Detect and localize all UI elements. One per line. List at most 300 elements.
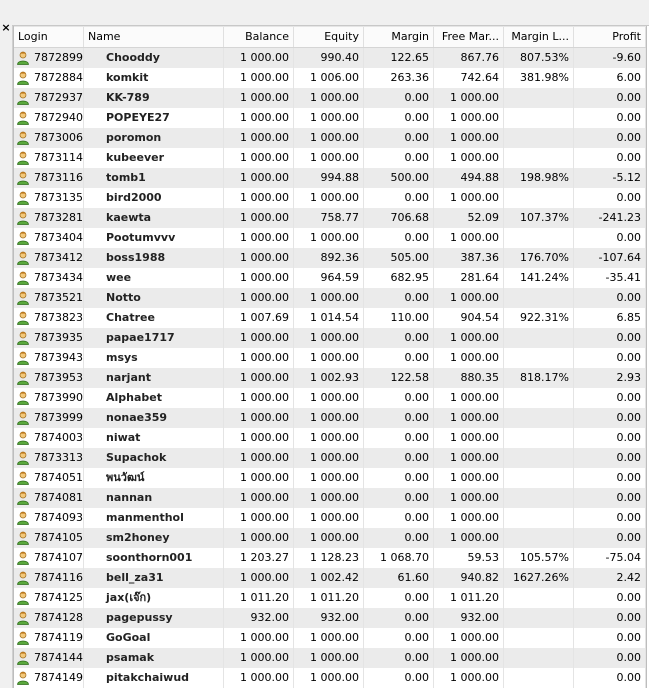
login-cell: [14, 468, 84, 488]
balance-cell: 1 000.00: [224, 388, 294, 408]
equity-cell: 1 000.00: [294, 628, 364, 648]
login-value: 7873404: [34, 231, 83, 244]
balance-cell: 1 000.00: [224, 68, 294, 88]
table-row[interactable]: [14, 88, 646, 108]
user-account-icon: [16, 571, 30, 585]
profit-cell: 0.00: [574, 188, 646, 208]
profit-cell: 0.00: [574, 88, 646, 108]
equity-cell: 758.77: [294, 208, 364, 228]
column-header-profit[interactable]: Profit: [574, 27, 646, 47]
equity-cell: 1 000.00: [294, 508, 364, 528]
login-cell: [14, 208, 84, 228]
equity-cell: 1 002.42: [294, 568, 364, 588]
table-row[interactable]: [14, 588, 646, 608]
balance-cell: 1 000.00: [224, 468, 294, 488]
table-body: [14, 48, 646, 688]
login-cell: [14, 108, 84, 128]
login-cell: [14, 368, 84, 388]
margin-level-cell: [504, 188, 574, 208]
free-margin-cell: 1 000.00: [434, 88, 504, 108]
name-cell: niwat: [84, 428, 224, 448]
user-account-icon: [16, 71, 30, 85]
login-value: 7873412: [34, 251, 83, 264]
login-cell: [14, 488, 84, 508]
margin-level-cell: 922.31%: [504, 308, 574, 328]
user-account-icon: [16, 171, 30, 185]
login-cell: [14, 228, 84, 248]
user-account-icon: [16, 331, 30, 345]
table-row[interactable]: [14, 368, 646, 388]
table-row[interactable]: [14, 308, 646, 328]
login-cell: [14, 408, 84, 428]
name-cell: soonthorn001: [84, 548, 224, 568]
user-account-icon: [16, 651, 30, 665]
equity-cell: 1 000.00: [294, 328, 364, 348]
margin-level-cell: [504, 348, 574, 368]
margin-level-cell: [504, 128, 574, 148]
table-row[interactable]: [14, 68, 646, 88]
top-toolbar: [12, 0, 649, 26]
balance-cell: 1 007.69: [224, 308, 294, 328]
equity-cell: 1 000.00: [294, 448, 364, 468]
equity-cell: 1 000.00: [294, 148, 364, 168]
free-margin-cell: 1 011.20: [434, 588, 504, 608]
name-cell: Pootumvvv: [84, 228, 224, 248]
login-value: 7873990: [34, 391, 83, 404]
profit-cell: -35.41: [574, 268, 646, 288]
user-account-icon: [16, 391, 30, 405]
equity-cell: 1 000.00: [294, 188, 364, 208]
user-account-icon: [16, 371, 30, 385]
profit-cell: 0.00: [574, 468, 646, 488]
margin-level-cell: [504, 528, 574, 548]
equity-cell: 1 000.00: [294, 288, 364, 308]
column-header-balance[interactable]: Balance: [224, 27, 294, 47]
free-margin-cell: 1 000.00: [434, 148, 504, 168]
table-row[interactable]: [14, 248, 646, 268]
margin-level-cell: 105.57%: [504, 548, 574, 568]
profit-cell: 0.00: [574, 388, 646, 408]
margin-cell: 0.00: [364, 348, 434, 368]
equity-cell: 1 002.93: [294, 368, 364, 388]
margin-level-cell: [504, 608, 574, 628]
login-cell: [14, 568, 84, 588]
login-value: 7872940: [34, 111, 83, 124]
margin-cell: 1 068.70: [364, 548, 434, 568]
login-value: 7874128: [34, 611, 83, 624]
margin-cell: 0.00: [364, 668, 434, 688]
table-row[interactable]: [14, 288, 646, 308]
login-value: 7874051: [34, 471, 83, 484]
margin-level-cell: [504, 648, 574, 668]
name-cell: jax(เจ๊ก): [84, 588, 224, 608]
equity-cell: 1 000.00: [294, 388, 364, 408]
name-cell: psamak: [84, 648, 224, 668]
profit-cell: 0.00: [574, 148, 646, 168]
margin-level-cell: [504, 468, 574, 488]
margin-cell: 682.95: [364, 268, 434, 288]
free-margin-cell: 1 000.00: [434, 528, 504, 548]
balance-cell: 1 011.20: [224, 588, 294, 608]
balance-cell: 1 000.00: [224, 268, 294, 288]
user-account-icon: [16, 511, 30, 525]
profit-cell: 0.00: [574, 668, 646, 688]
free-margin-cell: 904.54: [434, 308, 504, 328]
profit-cell: 0.00: [574, 228, 646, 248]
user-account-icon: [16, 631, 30, 645]
table-row[interactable]: [14, 468, 646, 488]
table-row[interactable]: [14, 428, 646, 448]
user-account-icon: [16, 231, 30, 245]
login-value: 7873953: [34, 371, 83, 384]
free-margin-cell: 867.76: [434, 48, 504, 68]
name-cell: Supachok: [84, 448, 224, 468]
close-icon[interactable]: ×: [1, 21, 11, 34]
login-value: 7873823: [34, 311, 83, 324]
margin-level-cell: [504, 148, 574, 168]
login-value: 7874125: [34, 591, 83, 604]
margin-level-cell: [504, 388, 574, 408]
free-margin-cell: 1 000.00: [434, 228, 504, 248]
name-cell: kaewta: [84, 208, 224, 228]
free-margin-cell: 1 000.00: [434, 448, 504, 468]
table-row[interactable]: [14, 568, 646, 588]
margin-level-cell: 107.37%: [504, 208, 574, 228]
margin-level-cell: [504, 288, 574, 308]
equity-cell: 1 000.00: [294, 228, 364, 248]
column-header-free-margin[interactable]: Free Mar...: [434, 27, 504, 47]
name-cell: narjant: [84, 368, 224, 388]
login-cell: [14, 348, 84, 368]
user-account-icon: [16, 471, 30, 485]
profit-cell: 0.00: [574, 108, 646, 128]
margin-cell: 0.00: [364, 128, 434, 148]
user-account-icon: [16, 611, 30, 625]
equity-cell: 990.40: [294, 48, 364, 68]
equity-cell: 1 000.00: [294, 648, 364, 668]
table-row[interactable]: [14, 528, 646, 548]
margin-cell: 505.00: [364, 248, 434, 268]
name-cell: wee: [84, 268, 224, 288]
login-value: 7873521: [34, 291, 83, 304]
login-value: 7873006: [34, 131, 83, 144]
equity-cell: 932.00: [294, 608, 364, 628]
name-cell: bell_za31: [84, 568, 224, 588]
login-value: 7874081: [34, 491, 83, 504]
margin-cell: 0.00: [364, 228, 434, 248]
profit-cell: -5.12: [574, 168, 646, 188]
profit-cell: 0.00: [574, 328, 646, 348]
table-row[interactable]: [14, 48, 646, 68]
name-cell: nonae359: [84, 408, 224, 428]
free-margin-cell: 494.88: [434, 168, 504, 188]
equity-cell: 964.59: [294, 268, 364, 288]
login-value: 7873114: [34, 151, 83, 164]
login-value: 7872899: [34, 51, 83, 64]
margin-cell: 0.00: [364, 528, 434, 548]
free-margin-cell: 52.09: [434, 208, 504, 228]
free-margin-cell: 1 000.00: [434, 668, 504, 688]
margin-cell: 706.68: [364, 208, 434, 228]
user-account-icon: [16, 411, 30, 425]
table-row[interactable]: [14, 328, 646, 348]
user-account-icon: [16, 191, 30, 205]
balance-cell: 1 000.00: [224, 108, 294, 128]
login-value: 7873135: [34, 191, 83, 204]
equity-cell: 1 000.00: [294, 468, 364, 488]
balance-cell: 1 000.00: [224, 248, 294, 268]
table-header: [14, 26, 646, 48]
user-account-icon: [16, 151, 30, 165]
free-margin-cell: 1 000.00: [434, 628, 504, 648]
free-margin-cell: 1 000.00: [434, 108, 504, 128]
balance-cell: 1 000.00: [224, 328, 294, 348]
login-value: 7873434: [34, 271, 83, 284]
table-row[interactable]: [14, 348, 646, 368]
name-cell: tomb1: [84, 168, 224, 188]
profit-cell: 0.00: [574, 588, 646, 608]
name-cell: msys: [84, 348, 224, 368]
user-account-icon: [16, 91, 30, 105]
column-header-equity[interactable]: Equity: [294, 27, 364, 47]
margin-cell: 61.60: [364, 568, 434, 588]
margin-cell: 0.00: [364, 588, 434, 608]
free-margin-cell: 1 000.00: [434, 328, 504, 348]
margin-cell: 0.00: [364, 388, 434, 408]
login-cell: [14, 328, 84, 348]
balance-cell: 1 000.00: [224, 348, 294, 368]
login-value: 7872884: [34, 71, 83, 84]
profit-cell: 2.42: [574, 568, 646, 588]
user-account-icon: [16, 311, 30, 325]
free-margin-cell: 1 000.00: [434, 508, 504, 528]
margin-level-cell: 176.70%: [504, 248, 574, 268]
grid-right-border: [646, 26, 647, 688]
user-account-icon: [16, 111, 30, 125]
margin-cell: 0.00: [364, 448, 434, 468]
login-cell: [14, 428, 84, 448]
profit-cell: 0.00: [574, 348, 646, 368]
free-margin-cell: 1 000.00: [434, 468, 504, 488]
balance-cell: 1 000.00: [224, 528, 294, 548]
profit-cell: 0.00: [574, 408, 646, 428]
user-account-icon: [16, 531, 30, 545]
column-header-login[interactable]: Login: [14, 27, 84, 47]
table-row[interactable]: [14, 128, 646, 148]
table-row[interactable]: [14, 448, 646, 468]
login-value: 7873281: [34, 211, 83, 224]
margin-level-cell: [504, 228, 574, 248]
login-cell: [14, 388, 84, 408]
table-row[interactable]: [14, 228, 646, 248]
profit-cell: 0.00: [574, 528, 646, 548]
login-cell: [14, 548, 84, 568]
margin-level-cell: [504, 628, 574, 648]
free-margin-cell: 1 000.00: [434, 128, 504, 148]
balance-cell: 1 000.00: [224, 408, 294, 428]
login-value: 7874107: [34, 551, 83, 564]
free-margin-cell: 387.36: [434, 248, 504, 268]
profit-cell: -9.60: [574, 48, 646, 68]
name-cell: boss1988: [84, 248, 224, 268]
name-cell: manmenthol: [84, 508, 224, 528]
margin-cell: 110.00: [364, 308, 434, 328]
table-row[interactable]: [14, 148, 646, 168]
name-cell: kubeever: [84, 148, 224, 168]
margin-level-cell: [504, 328, 574, 348]
margin-cell: 500.00: [364, 168, 434, 188]
margin-cell: 0.00: [364, 288, 434, 308]
free-margin-cell: 1 000.00: [434, 188, 504, 208]
balance-cell: 1 000.00: [224, 88, 294, 108]
equity-cell: 1 011.20: [294, 588, 364, 608]
margin-cell: 0.00: [364, 108, 434, 128]
login-cell: [14, 608, 84, 628]
login-cell: [14, 508, 84, 528]
user-account-icon: [16, 351, 30, 365]
profit-cell: 0.00: [574, 288, 646, 308]
balance-cell: 1 203.27: [224, 548, 294, 568]
balance-cell: 1 000.00: [224, 208, 294, 228]
profit-cell: -107.64: [574, 248, 646, 268]
name-cell: KK-789: [84, 88, 224, 108]
margin-cell: 0.00: [364, 328, 434, 348]
balance-cell: 1 000.00: [224, 188, 294, 208]
column-header-name[interactable]: Name: [84, 27, 224, 47]
column-header-margin[interactable]: Margin: [364, 27, 434, 47]
table-row[interactable]: [14, 668, 646, 688]
login-value: 7874119: [34, 631, 83, 644]
profit-cell: 6.00: [574, 68, 646, 88]
margin-level-cell: 198.98%: [504, 168, 574, 188]
margin-level-cell: 381.98%: [504, 68, 574, 88]
margin-cell: 0.00: [364, 508, 434, 528]
equity-cell: 994.88: [294, 168, 364, 188]
margin-level-cell: [504, 408, 574, 428]
balance-cell: 1 000.00: [224, 628, 294, 648]
free-margin-cell: 940.82: [434, 568, 504, 588]
margin-level-cell: [504, 428, 574, 448]
table-row[interactable]: [14, 188, 646, 208]
login-value: 7872937: [34, 91, 83, 104]
login-value: 7874144: [34, 651, 83, 664]
table-row[interactable]: [14, 628, 646, 648]
table-row[interactable]: [14, 108, 646, 128]
equity-cell: 1 000.00: [294, 128, 364, 148]
margin-cell: 122.65: [364, 48, 434, 68]
user-account-icon: [16, 431, 30, 445]
name-cell: Alphabet: [84, 388, 224, 408]
name-cell: komkit: [84, 68, 224, 88]
margin-cell: 0.00: [364, 608, 434, 628]
name-cell: poromon: [84, 128, 224, 148]
free-margin-cell: 1 000.00: [434, 388, 504, 408]
equity-cell: 1 128.23: [294, 548, 364, 568]
login-cell: [14, 248, 84, 268]
free-margin-cell: 1 000.00: [434, 348, 504, 368]
user-account-icon: [16, 591, 30, 605]
balance-cell: 1 000.00: [224, 568, 294, 588]
name-cell: Notto: [84, 288, 224, 308]
profit-cell: -241.23: [574, 208, 646, 228]
login-cell: [14, 68, 84, 88]
login-cell: [14, 168, 84, 188]
table-row[interactable]: [14, 268, 646, 288]
login-cell: [14, 448, 84, 468]
profit-cell: 0.00: [574, 608, 646, 628]
balance-cell: 1 000.00: [224, 168, 294, 188]
profit-cell: 0.00: [574, 628, 646, 648]
table-row[interactable]: [14, 548, 646, 568]
equity-cell: 1 000.00: [294, 668, 364, 688]
login-value: 7874105: [34, 531, 83, 544]
name-cell: sm2honey: [84, 528, 224, 548]
name-cell: POPEYE27: [84, 108, 224, 128]
table-row[interactable]: [14, 388, 646, 408]
free-margin-cell: 932.00: [434, 608, 504, 628]
equity-cell: 1 000.00: [294, 408, 364, 428]
margin-level-cell: [504, 508, 574, 528]
name-cell: pagepussy: [84, 608, 224, 628]
balance-cell: 1 000.00: [224, 128, 294, 148]
login-value: 7873313: [34, 451, 83, 464]
column-header-margin-level[interactable]: Margin L...: [504, 27, 574, 47]
login-cell: [14, 588, 84, 608]
free-margin-cell: 742.64: [434, 68, 504, 88]
name-cell: pitakchaiwud: [84, 668, 224, 688]
login-value: 7874149: [34, 671, 83, 684]
login-cell: [14, 628, 84, 648]
login-cell: [14, 128, 84, 148]
login-cell: [14, 528, 84, 548]
login-cell: [14, 268, 84, 288]
balance-cell: 1 000.00: [224, 488, 294, 508]
table-row[interactable]: [14, 208, 646, 228]
login-cell: [14, 148, 84, 168]
profit-cell: 6.85: [574, 308, 646, 328]
balance-cell: 1 000.00: [224, 48, 294, 68]
profit-cell: 0.00: [574, 128, 646, 148]
table-row[interactable]: [14, 608, 646, 628]
login-value: 7874093: [34, 511, 83, 524]
balance-cell: 1 000.00: [224, 448, 294, 468]
profit-cell: 0.00: [574, 448, 646, 468]
table-row[interactable]: [14, 508, 646, 528]
equity-cell: 1 000.00: [294, 528, 364, 548]
equity-cell: 1 014.54: [294, 308, 364, 328]
login-cell: [14, 288, 84, 308]
user-account-icon: [16, 131, 30, 145]
margin-cell: 0.00: [364, 88, 434, 108]
name-cell: Chatree: [84, 308, 224, 328]
balance-cell: 1 000.00: [224, 668, 294, 688]
login-value: 7874116: [34, 571, 83, 584]
margin-level-cell: [504, 448, 574, 468]
user-account-icon: [16, 51, 30, 65]
equity-cell: 1 000.00: [294, 428, 364, 448]
profit-cell: 2.93: [574, 368, 646, 388]
login-cell: [14, 308, 84, 328]
profit-cell: 0.00: [574, 428, 646, 448]
user-account-icon: [16, 671, 30, 685]
equity-cell: 892.36: [294, 248, 364, 268]
table-row[interactable]: [14, 648, 646, 668]
table-row[interactable]: [14, 408, 646, 428]
balance-cell: 1 000.00: [224, 288, 294, 308]
margin-cell: 0.00: [364, 628, 434, 648]
table-row[interactable]: [14, 168, 646, 188]
table-row[interactable]: [14, 488, 646, 508]
